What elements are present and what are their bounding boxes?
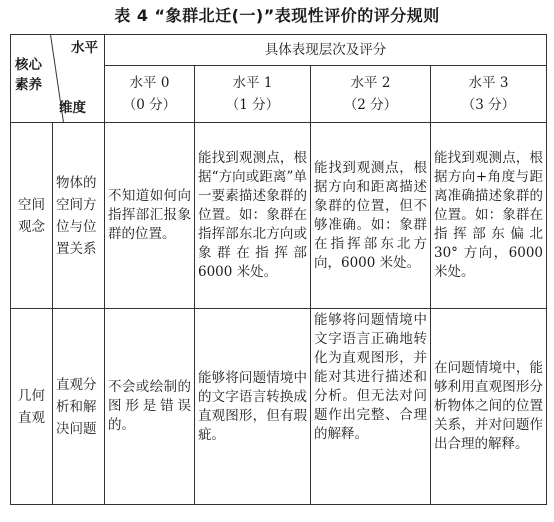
level-1-name: 水平 1 xyxy=(232,75,273,91)
level-2-description: 能够将问题情境中文字语言正确地转化为直观图形，并能对其进行描述和分析。但无法对问题作出完整、合理的解释。 xyxy=(311,309,431,505)
scoring-rubric-table xyxy=(10,34,547,505)
level-3-description: 能找到观测点，根据方向+角度与距离准确描述象群的位置。如：象群在指挥部东偏北 30° 方向，6000 米处。 xyxy=(431,123,547,309)
levels-group-header: 具体表现层次及评分 xyxy=(105,35,547,66)
corner-label-level: 水平 xyxy=(71,40,98,56)
table-row xyxy=(11,123,547,309)
level-2-name: 水平 2 xyxy=(350,75,391,91)
dimension-cell: 直观分析和解决问题 xyxy=(53,309,105,505)
level-1-description: 能找到观测点，根据“方向或距离”单一要素描述象群的位置。如：象群在指挥部东北方向或象群在指挥部6000 米处。 xyxy=(195,123,311,309)
level-2-header xyxy=(311,66,431,123)
corner-label-dimension: 维度 xyxy=(59,100,86,116)
level-0-name: 水平 0 xyxy=(129,75,170,91)
level-1-score: （1 分） xyxy=(225,97,280,113)
level-3-name: 水平 3 xyxy=(468,75,509,91)
dimension-cell: 物体的空间方位与位置关系 xyxy=(53,123,105,309)
level-1-header xyxy=(195,66,311,123)
level-0-description: 不会或绘制的图形是错误的。 xyxy=(105,309,195,505)
level-0-header xyxy=(105,66,195,123)
level-3-header xyxy=(431,66,547,123)
level-3-score: （3 分） xyxy=(461,97,516,113)
corner-header-cell xyxy=(11,35,105,123)
corner-label-literacy: 核心素养 xyxy=(15,57,42,93)
level-1-description: 能够将问题情境中的文字语言转换成直观图形，但有瑕疵。 xyxy=(195,309,311,505)
literacy-cell: 空间观念 xyxy=(11,123,53,309)
table-title: 表 4 “象群北迁(一)”表现性评价的评分规则 xyxy=(114,6,440,25)
level-0-description: 不知道如何向指挥部汇报象群的位置。 xyxy=(105,123,195,309)
level-2-score: （2 分） xyxy=(343,97,398,113)
table-row xyxy=(11,309,547,505)
level-0-score: （0 分） xyxy=(122,97,177,113)
level-2-description: 能找到观测点，根据方向和距离描述象群的位置，但不够准确。如：象群在指挥部东北方向，6000 米处。 xyxy=(311,123,431,309)
literacy-cell: 几何直观 xyxy=(11,309,53,505)
level-3-description: 在问题情境中，能够利用直观图形分析物体之间的位置关系，并对问题作出合理的解释。 xyxy=(431,309,547,505)
